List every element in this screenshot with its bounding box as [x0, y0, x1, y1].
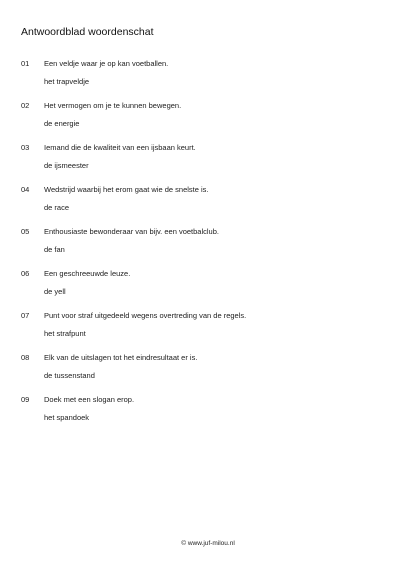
vocabulary-list	[21, 58, 401, 436]
item-definition: Het vermogen om je te kunnen bewegen.	[44, 101, 182, 110]
item-answer: de energie	[44, 119, 80, 128]
item-number: 09	[21, 395, 30, 404]
item-definition: Enthousiaste bewonderaar van bijv. een voetbalclub.	[44, 227, 219, 236]
list-item	[21, 184, 401, 226]
list-item	[21, 58, 401, 100]
list-item	[21, 142, 401, 184]
item-number: 05	[21, 227, 30, 236]
list-item	[21, 352, 401, 394]
item-definition: Een geschreeuwde leuze.	[44, 269, 131, 278]
list-item	[21, 268, 401, 310]
item-definition: Doek met een slogan erop.	[44, 395, 135, 404]
item-number: 03	[21, 143, 30, 152]
list-item	[21, 394, 401, 436]
item-definition: Iemand die de kwaliteit van een ijsbaan keurt.	[44, 143, 196, 152]
item-answer: de race	[44, 203, 70, 212]
item-number: 08	[21, 353, 30, 362]
item-answer: het trapveldje	[44, 77, 90, 86]
item-answer: de fan	[44, 245, 65, 254]
item-answer: het spandoek	[44, 413, 90, 422]
page-title: Antwoordblad woordenschat	[21, 26, 154, 38]
item-number: 07	[21, 311, 30, 320]
item-answer: de ijsmeester	[44, 161, 89, 170]
list-item	[21, 226, 401, 268]
item-definition: Een veldje waar je op kan voetballen.	[44, 59, 169, 68]
list-item	[21, 310, 401, 352]
item-number: 02	[21, 101, 30, 110]
item-number: 06	[21, 269, 30, 278]
item-definition: Elk van de uitslagen tot het eindresultaat er is.	[44, 353, 198, 362]
item-number: 04	[21, 185, 30, 194]
item-answer: de tussenstand	[44, 371, 95, 380]
copyright-footer: © www.juf-milou.nl	[181, 540, 235, 547]
item-number: 01	[21, 59, 30, 68]
item-definition: Punt voor straf uitgedeeld wegens overtreding van de regels.	[44, 311, 247, 320]
item-answer: de yell	[44, 287, 66, 296]
list-item	[21, 100, 401, 142]
item-answer: het strafpunt	[44, 329, 86, 338]
item-definition: Wedstrijd waarbij het erom gaat wie de snelste is.	[44, 185, 209, 194]
